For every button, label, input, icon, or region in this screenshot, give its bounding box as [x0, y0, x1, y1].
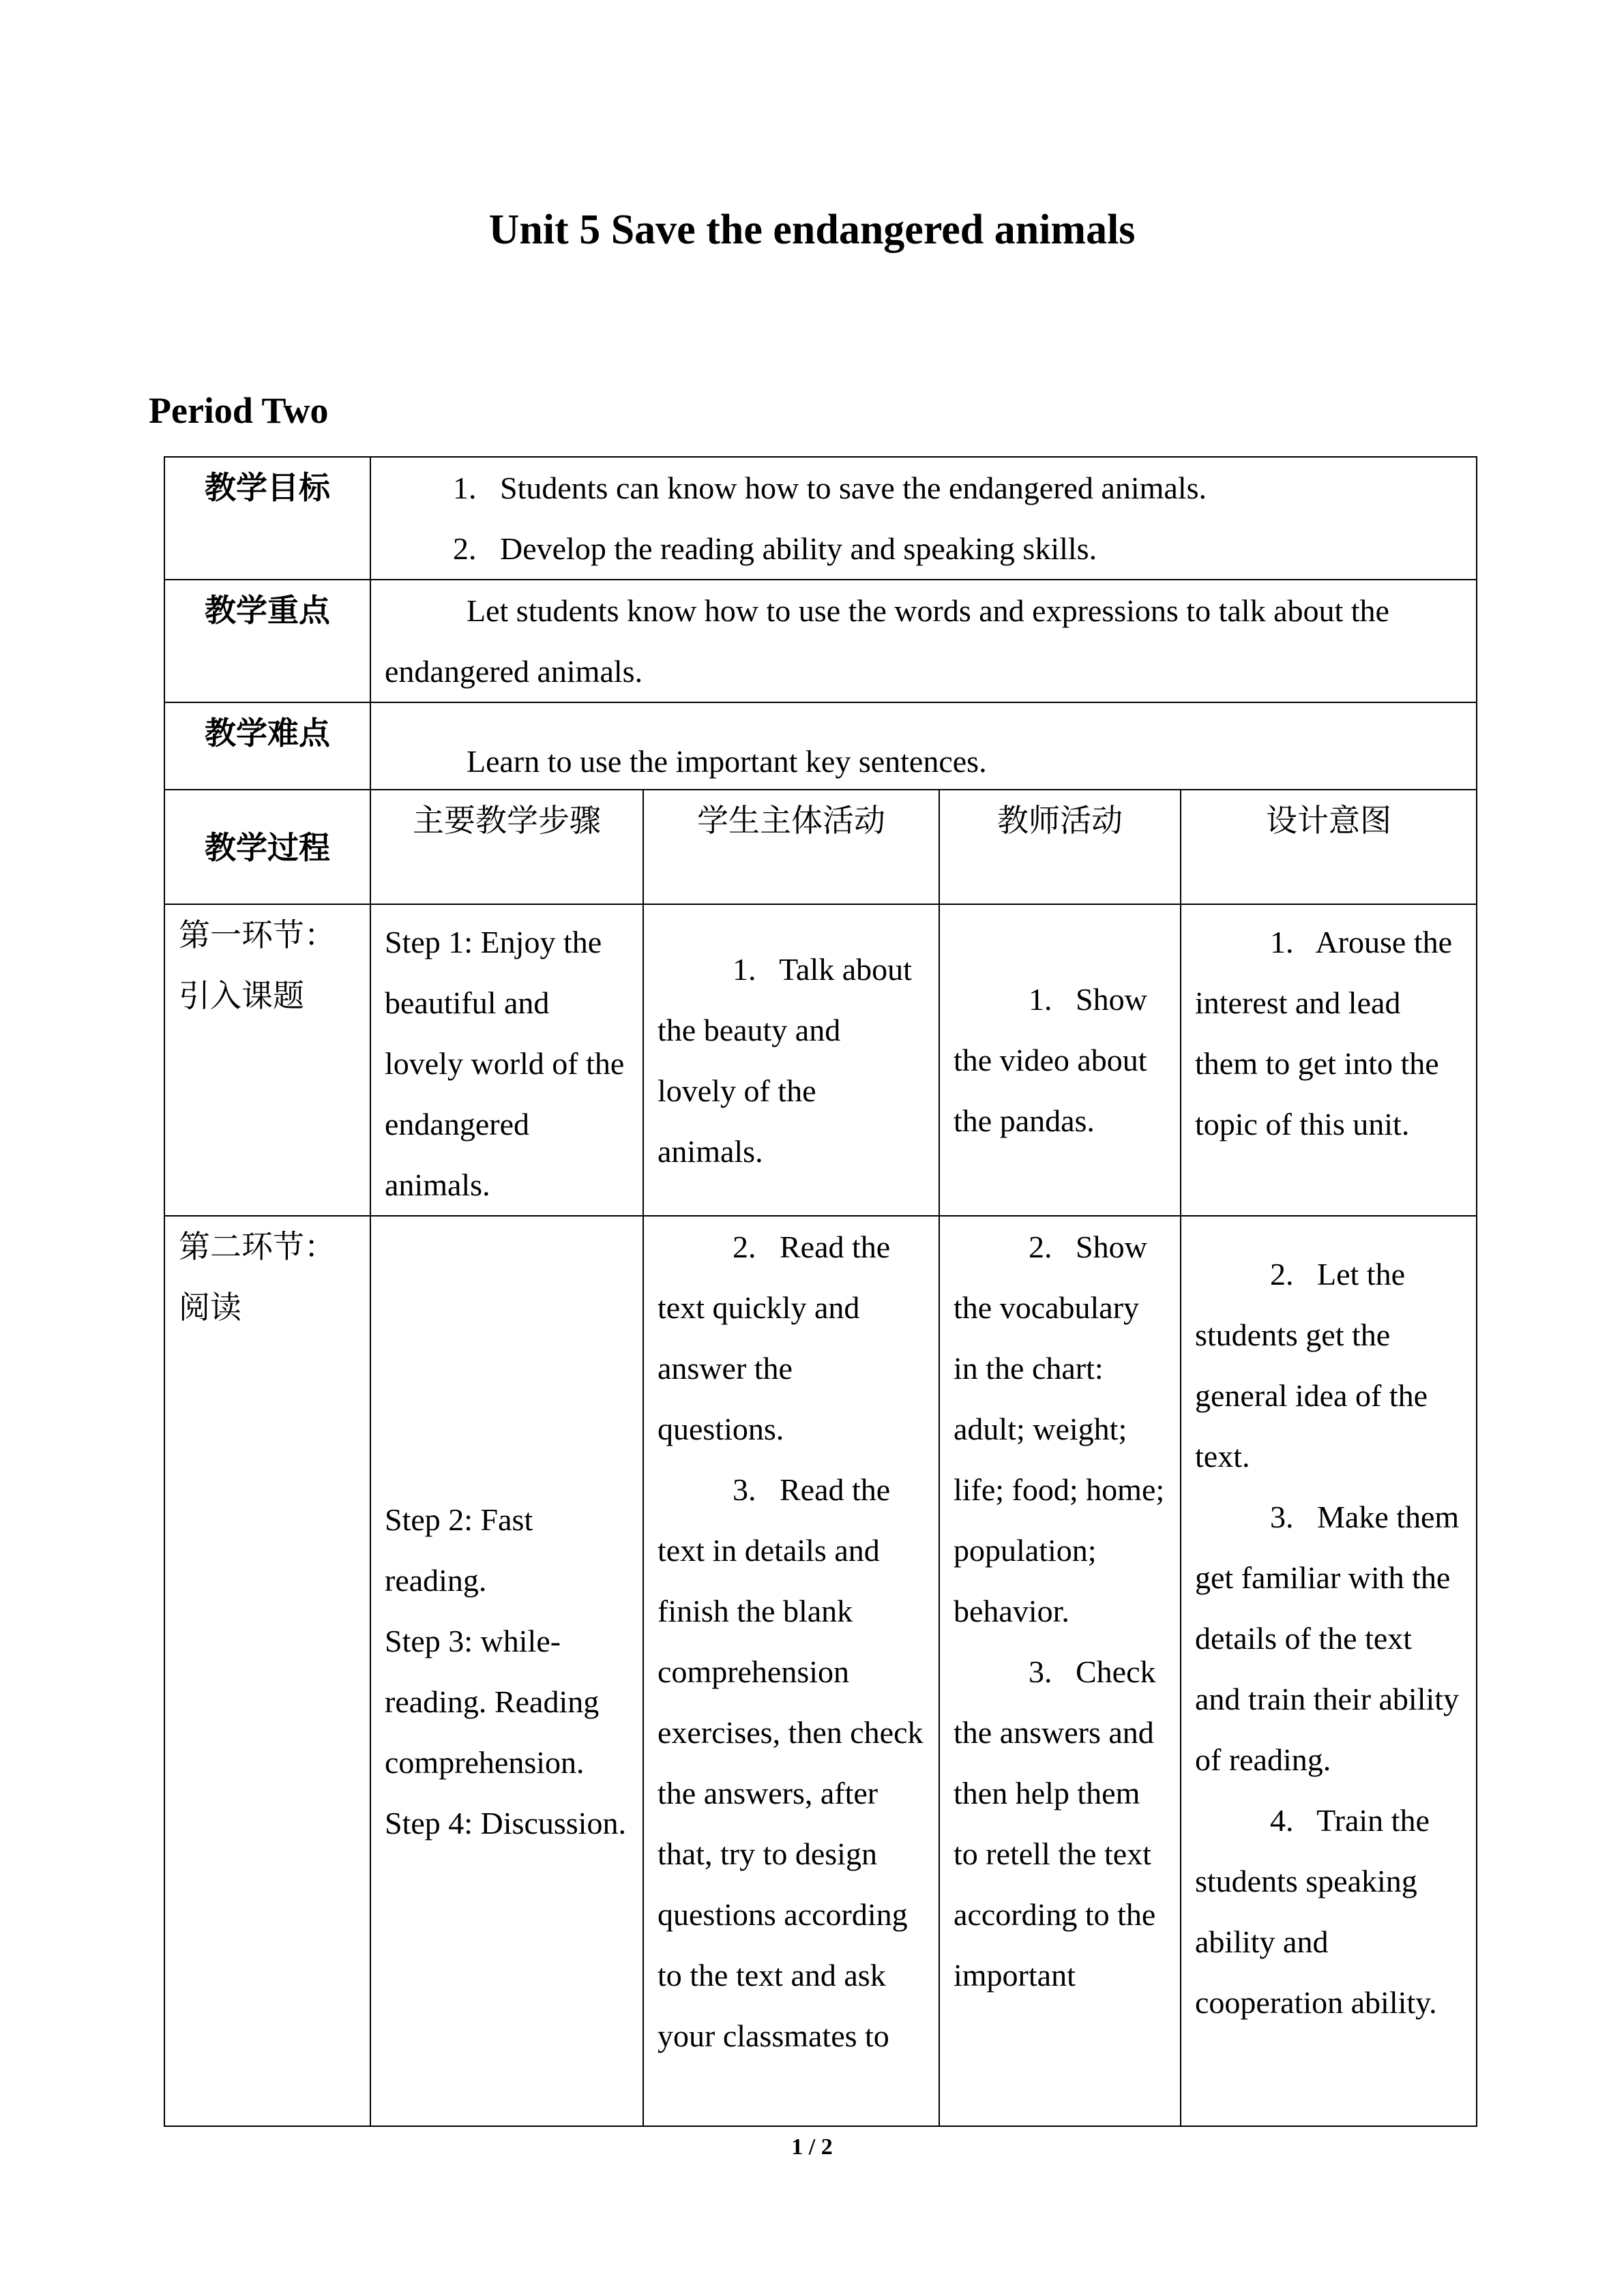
objectives-row [164, 457, 1477, 580]
lesson-plan-table [164, 456, 1477, 2127]
process-header-row [164, 790, 1477, 904]
header-teacher-activity: 教师活动 [939, 790, 1181, 904]
header-design-intent: 设计意图 [1181, 790, 1477, 904]
objectives-cell [370, 457, 1477, 580]
stage-steps: Step 2: Fast reading. Step 3: while-reading. Reading comprehension. Step 4: Discussion. [370, 1216, 643, 2126]
objectives-label: 教学目标 [164, 457, 370, 580]
difficulties-text: Learn to use the important key sentences. [370, 702, 1477, 790]
difficulties-label: 教学难点 [164, 702, 370, 790]
stage-teacher-activity: 2. Show the vocabulary in the chart: adult; weight; life; food; home; population; behavior. 3. Check the answers and then help them to retell the text according to the important [939, 1216, 1181, 2126]
key-points-label: 教学重点 [164, 580, 370, 702]
stage-design-intent: 2. Let the students get the general idea of the text. 3. Make them get familiar with the details of the text and train their ability of reading. 4. Train the students speaking ability and cooperation ability. [1181, 1216, 1477, 2126]
stage-student-activity: 1. Talk about the beauty and lovely of the animals. [643, 904, 939, 1216]
key-points-text: Let students know how to use the words and expressions to talk about the endangered animals. [370, 580, 1477, 702]
stage-name: 第二环节： 阅读 [164, 1216, 370, 2126]
stage-student-activity: 2. Read the text quickly and answer the questions. 3. Read the text in details and finish the blank comprehension exercises, then check the answers, after that, try to design questions according to the text and ask your classmates to [643, 1216, 939, 2126]
process-label: 教学过程 [164, 790, 370, 904]
stage-design-intent: 1. Arouse the interest and lead them to get into the topic of this unit. [1181, 904, 1477, 1216]
stage-row-1 [164, 904, 1477, 1216]
stage-teacher-activity: 1. Show the video about the pandas. [939, 904, 1181, 1216]
objective-item: 1. Students can know how to save the endangered animals. [453, 471, 1207, 505]
header-main-steps: 主要教学步骤 [370, 790, 643, 904]
key-points-row [164, 580, 1477, 702]
difficulties-row [164, 702, 1477, 790]
stage-name: 第一环节： 引入课题 [164, 904, 370, 1216]
stage-steps: Step 1: Enjoy the beautiful and lovely world of the endangered animals. [370, 904, 643, 1216]
stage-row-2 [164, 1216, 1477, 2126]
header-student-activity: 学生主体活动 [643, 790, 939, 904]
objective-item: 2. Develop the reading ability and speaking skills. [453, 531, 1097, 566]
page-number: 1 / 2 [791, 2134, 833, 2160]
document-title: Unit 5 Save the endangered animals [488, 207, 1136, 253]
period-heading: Period Two [149, 390, 329, 431]
